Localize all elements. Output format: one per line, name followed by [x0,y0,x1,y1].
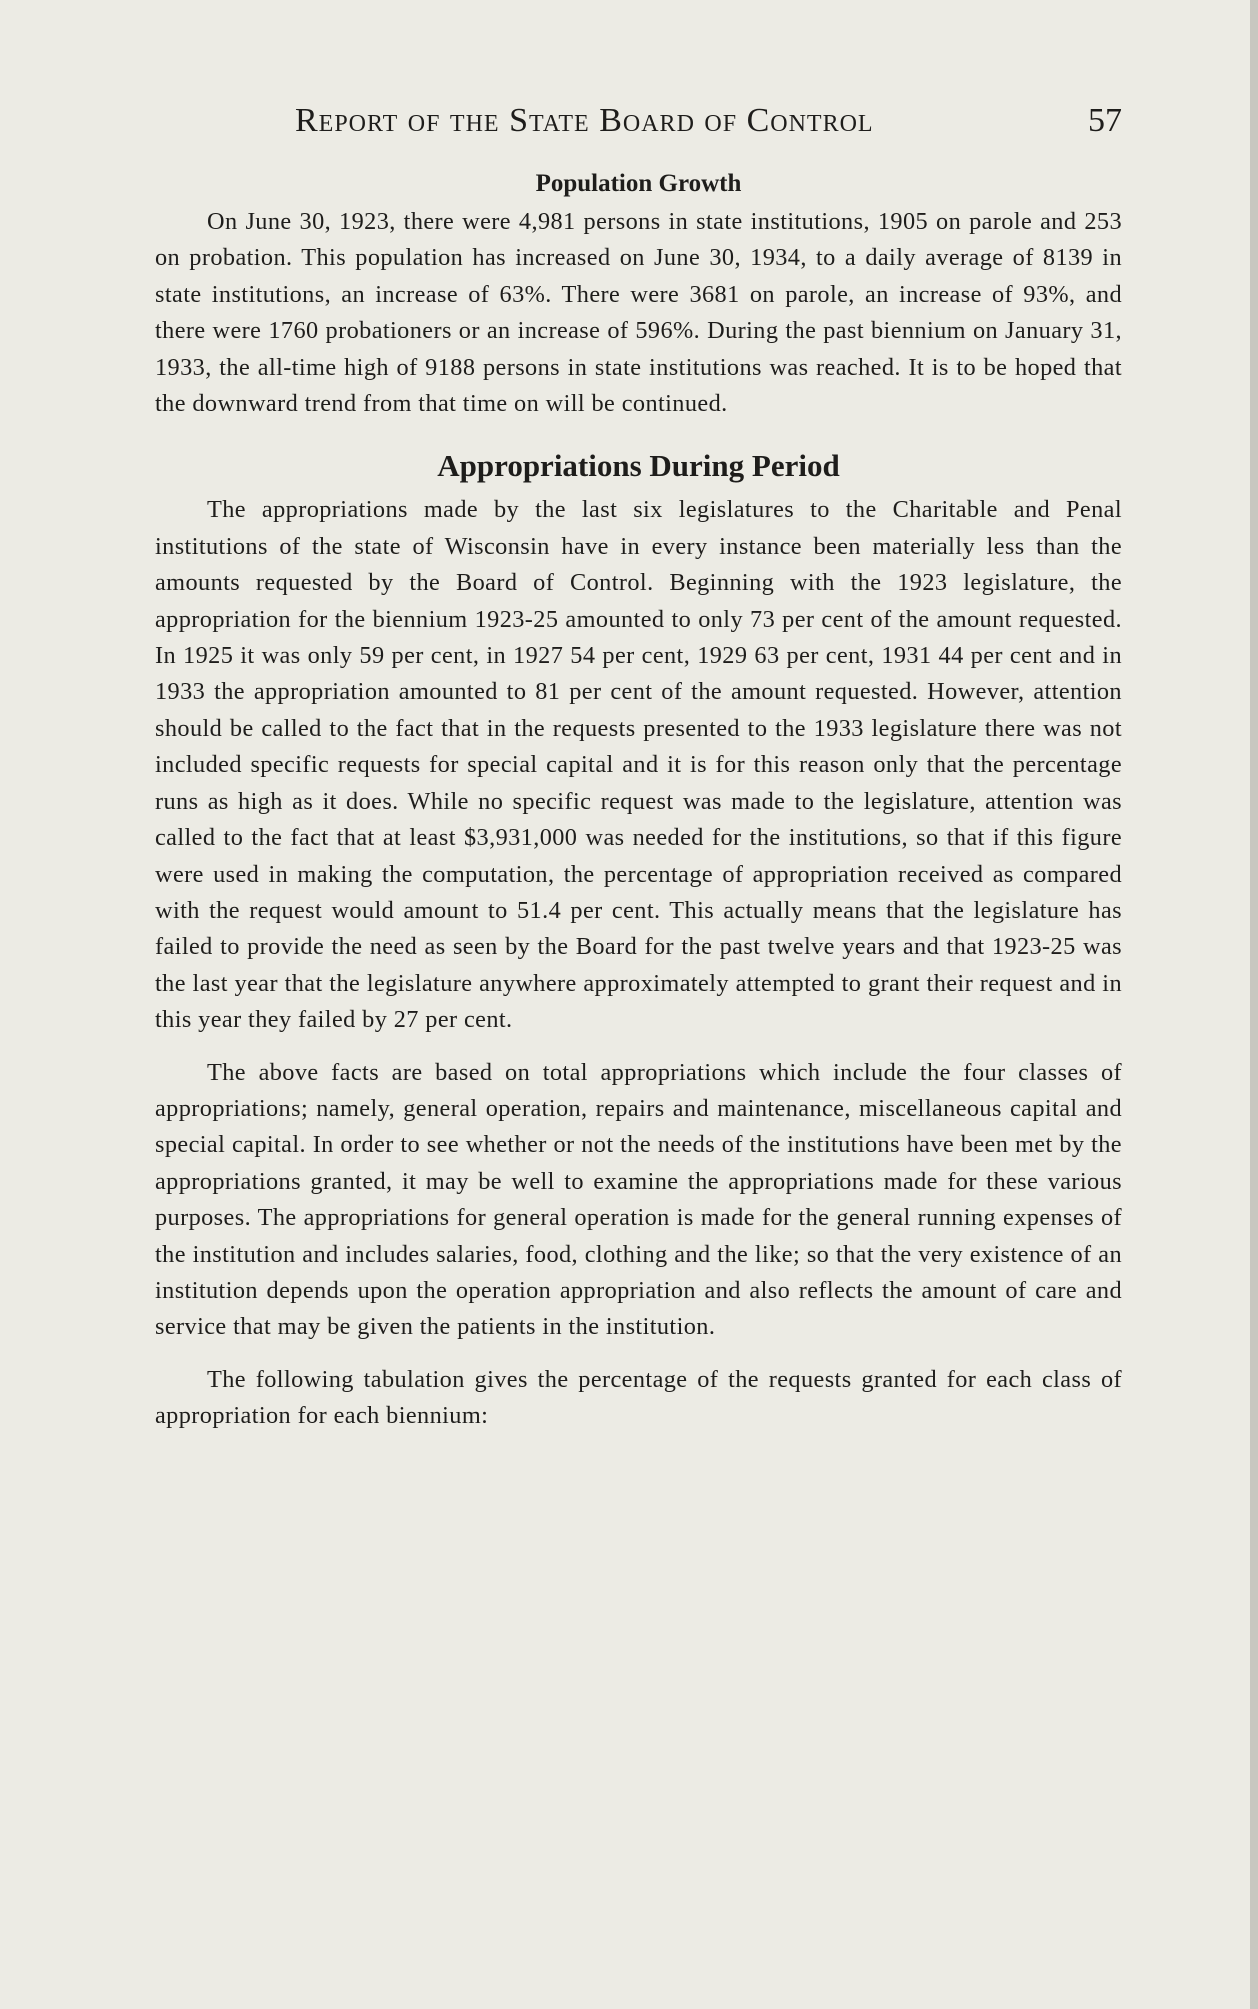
page-number: 57 [1088,102,1122,139]
paragraph: On June 30, 1923, there were 4,981 persons in state institutions, 1905 on parole and 253 on probation. This population has increased on June 30, 1934, to a daily average of 8139 in state institutions, an increase of 63%. There were 3681 on parole, an increase of 93%, and there were 1760 probationers or an increase of 596%. During the past biennium on January 31, 1933, the all-time high of 9188 persons in state institutions was reached. It is to be hoped that the downward trend from that time on will be continued. [155,208,1122,418]
section-heading: Population Growth [535,170,742,197]
section-heading: Appropriations During Period [437,448,840,484]
section-population-growth [155,170,1122,422]
running-head [155,100,1122,152]
paragraph: The appropriations made by the last six legislatures to the Charitable and Penal institutions of the state of Wisconsin have in every instance been materially less than the amounts requested by the Board of Control. Beginning with the 1923 legislature, the appropriation for the biennium 1923-25 amounted to only 73 per cent of the amount requested. In 1925 it was only 59 per cent, in 1927 54 per cent, 1929 63 per cent, 1931 44 per cent and in 1933 the appropriation amounted to 81 per cent of the amount requested. However, attention should be called to the fact that in the requests presented to the 1933 legislature there was not included specific requests for special capital and it is for this reason only that the percentage runs as high as it does. While no specific request was made to the legislature, attention was called to the fact that at least $3,931,000 was needed for the institutions, so that if this figure were used in making the computation, the percentage of appropriation received as compared with the request would amount to 51.4 per cent. This actually means that the legislature has failed to provide the need as seen by the Board for the past twelve years and that 1923-25 was the last year that the legislature anywhere approximately attempted to grant their request and in this year they failed by 27 per cent. [155,496,1122,1034]
paragraph: The following tabulation gives the percentage of the requests granted for each class of appropriation for each biennium: [155,1365,1122,1430]
running-title: Report of the State Board of Control [295,102,874,139]
document-page [155,100,1122,1435]
paragraph: The above facts are based on total appropriations which include the four classes of appropriations; namely, general operation, repairs and maintenance, miscellaneous capital and special capital. In order to see whether or not the needs of the institutions have been met by the appropriations granted, it may be well to examine the appropriations made for these various purposes. The appropriations for general operation is made for the general running expenses of the institution and includes salaries, food, clothing and the like; so that the very existence of an institution depends upon the operation appropriation and also reflects the amount of care and service that may be given the patients in the institution. [155,1058,1122,1341]
section-appropriations-during-period [155,448,1122,1434]
page-edge [1250,0,1258,2009]
